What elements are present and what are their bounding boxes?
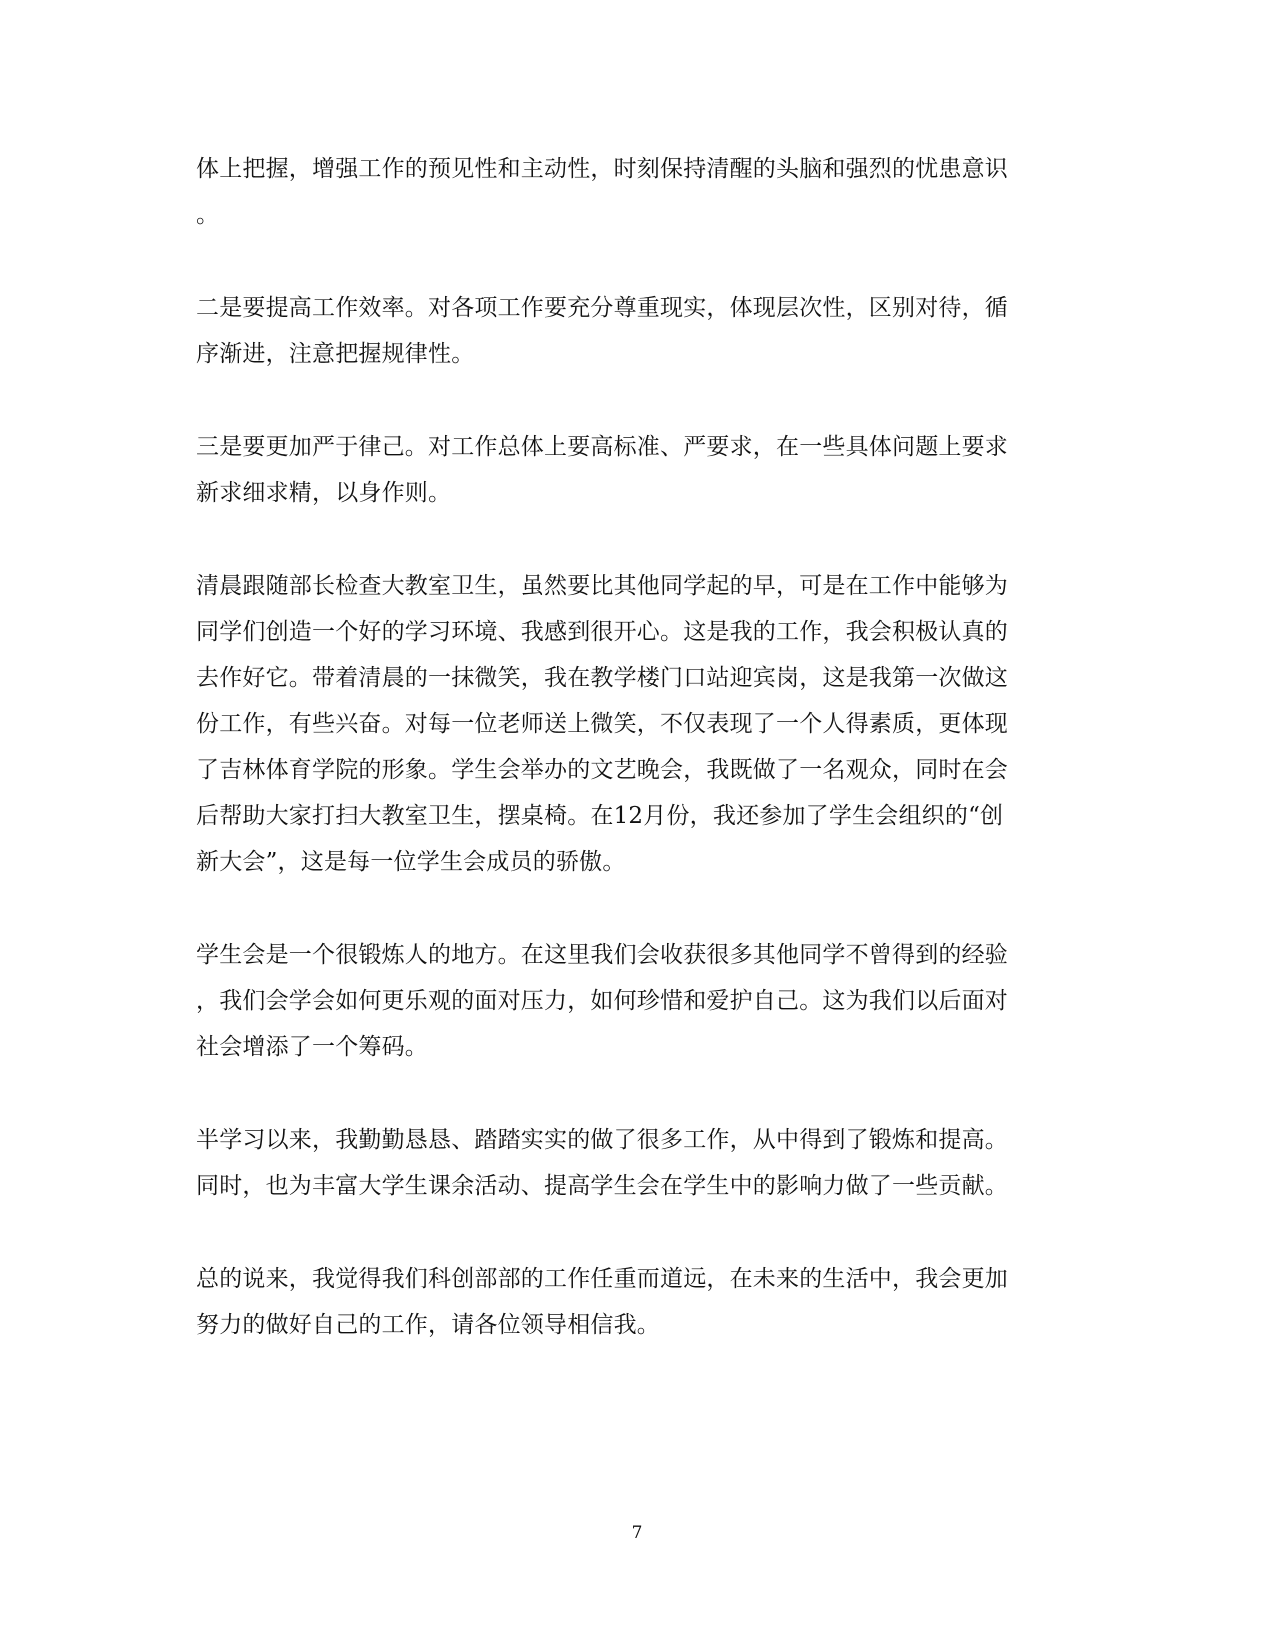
- paragraph-5-line-1: 学生会是一个很锻炼人的地方。在这里我们会收获很多其他同学不曾得到的经验: [196, 942, 1008, 968]
- paragraph-4-line-3: 去作好它。带着清晨的一抹微笑，我在教学楼门口站迎宾岗，这是我第一次做这: [196, 665, 1008, 691]
- paragraph-4-line-2: 同学们创造一个好的学习环境、我感到很开心。这是我的工作，我会积极认真的: [196, 619, 1008, 645]
- page-number: 7: [631, 1523, 643, 1543]
- paragraph-4-line-5: 了吉林体育学院的形象。学生会举办的文艺晚会，我既做了一名观众，同时在会: [196, 757, 1008, 783]
- paragraph-3-line-1: 三是要更加严于律己。对工作总体上要高标准、严要求，在一些具体问题上要求: [196, 434, 1008, 460]
- paragraph-3-line-2: 新求细求精，以身作则。: [196, 480, 452, 506]
- paragraph-7-line-1: 总的说来，我觉得我们科创部部的工作任重而道远，在未来的生活中，我会更加: [196, 1266, 1008, 1292]
- paragraph-6-line-1: 半学习以来，我勤勤恳恳、踏踏实实的做了很多工作，从中得到了锻炼和提高。: [196, 1127, 1008, 1153]
- paragraph-5-line-2: ，我们会学会如何更乐观的面对压力，如何珍惜和爱护自己。这为我们以后面对: [196, 988, 1008, 1014]
- paragraph-5-line-3: 社会增添了一个筹码。: [196, 1034, 428, 1060]
- paragraph-6-line-2: 同时，也为丰富大学生课余活动、提高学生会在学生中的影响力做了一些贡献。: [196, 1173, 1008, 1199]
- paragraph-7-line-2: 努力的做好自己的工作，请各位领导相信我。: [196, 1312, 660, 1338]
- paragraph-2-line-1: 二是要提高工作效率。对各项工作要充分尊重现实，体现层次性，区别对待，循: [196, 295, 1008, 321]
- paragraph-4-line-1: 清晨跟随部长检查大教室卫生，虽然要比其他同学起的早，可是在工作中能够为: [196, 573, 1008, 599]
- paragraph-2-line-2: 序渐进，注意把握规律性。: [196, 341, 475, 367]
- paragraph-1-line-2: 。: [196, 202, 220, 228]
- paragraph-1-line-1: 体上把握，增强工作的预见性和主动性，时刻保持清醒的头脑和强烈的忧患意识: [196, 156, 1008, 182]
- paragraph-4-line-4: 份工作，有些兴奋。对每一位老师送上微笑，不仅表现了一个人得素质，更体现: [196, 711, 1008, 737]
- paragraph-4-line-6: 后帮助大家打扫大教室卫生，摆桌椅。在12月份，我还参加了学生会组织的“创: [196, 803, 1004, 829]
- paragraph-4-line-7: 新大会”，这是每一位学生会成员的骄傲。: [196, 849, 626, 875]
